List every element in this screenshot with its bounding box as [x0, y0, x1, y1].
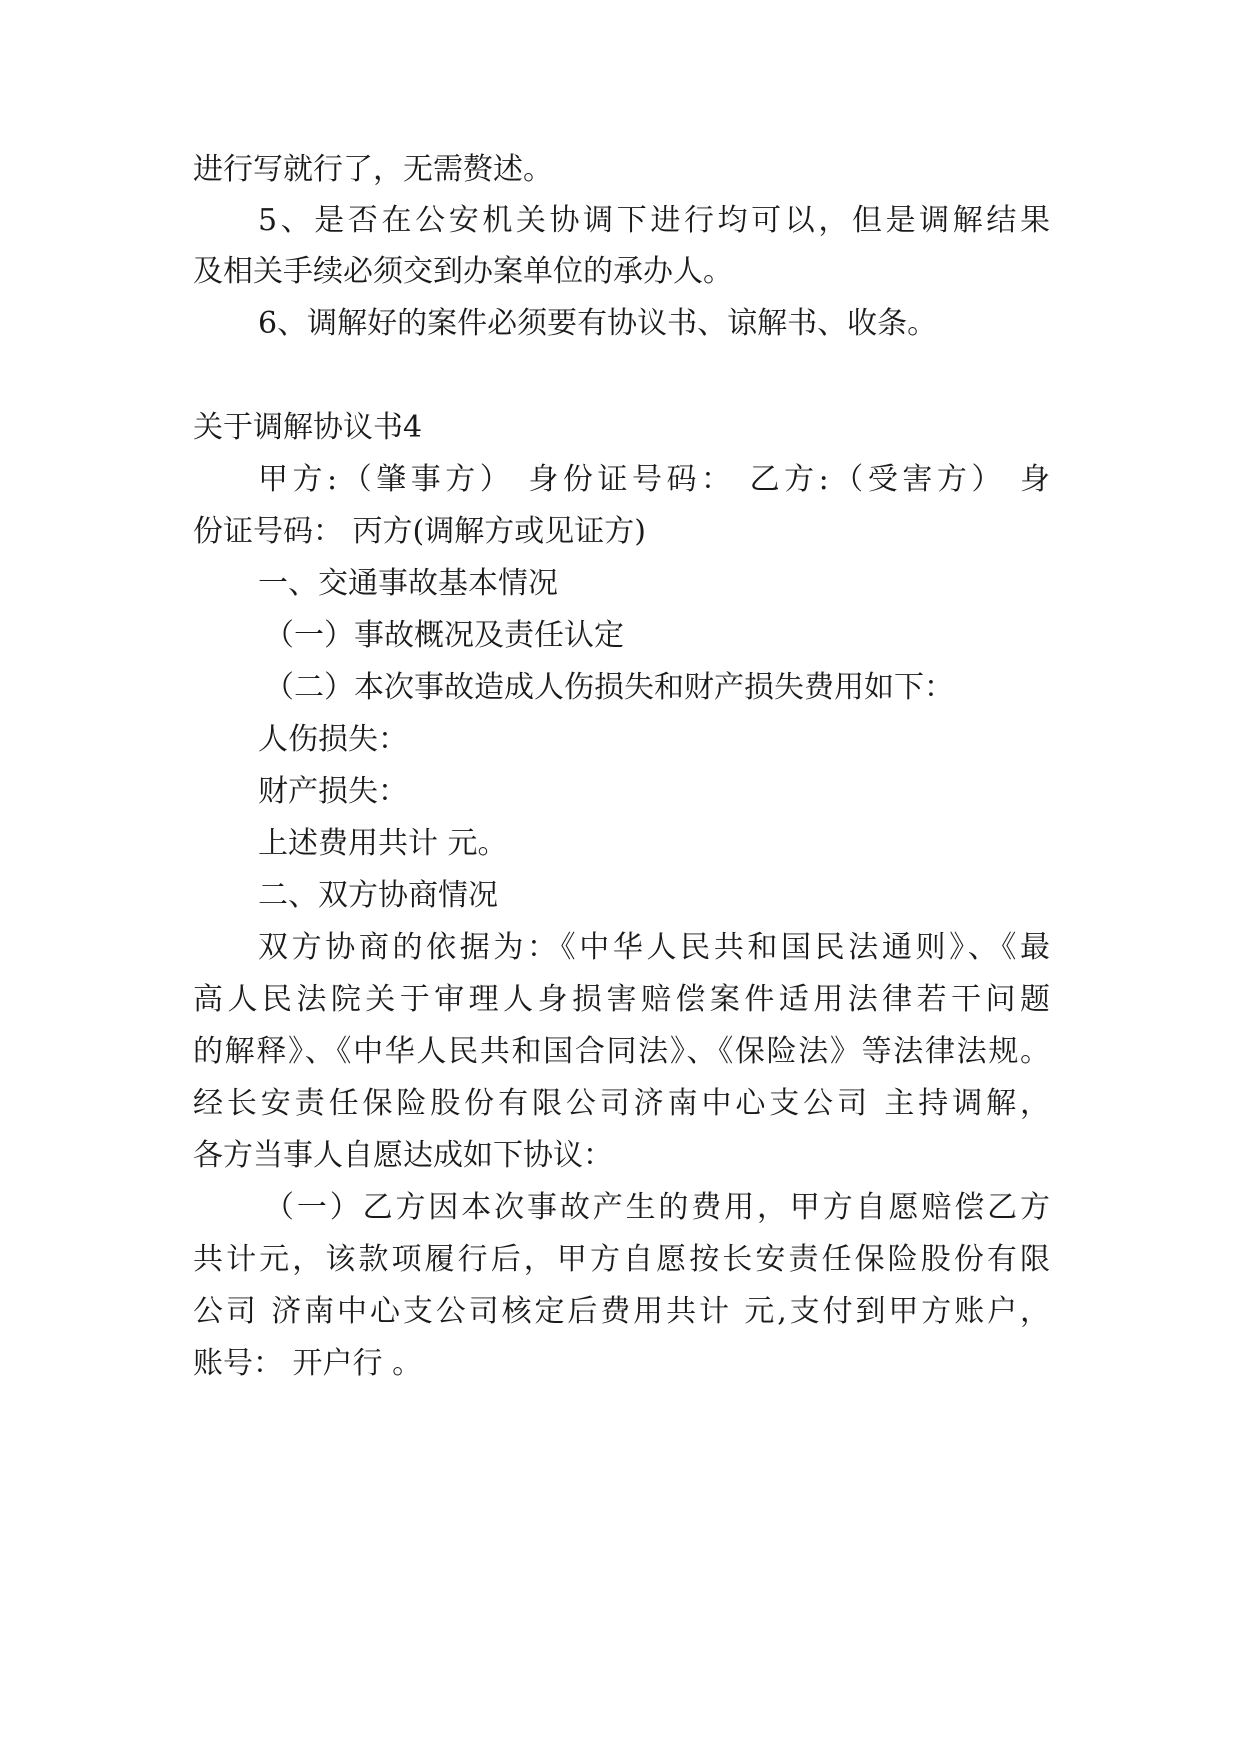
- heading-line: 二、双方协商情况: [258, 878, 498, 913]
- paragraph-line: 双方协商的依据为：《中华人民共和国民法通则》、《最: [258, 930, 1050, 965]
- paragraph-line: 财产损失：: [258, 774, 408, 809]
- paragraph-line: 6、调解好的案件必须要有协议书、谅解书、收条。: [258, 306, 938, 341]
- paragraph-line: 甲方:（肇事方） 身份证号码： 乙方:（受害方） 身: [258, 462, 1050, 497]
- paragraph-line: 及相关手续必须交到办案单位的承办人。: [193, 254, 733, 289]
- section-title: 关于调解协议书4: [193, 410, 423, 445]
- paragraph-line: 公司 济南中心支公司核定后费用共计 元,支付到甲方账户，: [193, 1294, 1050, 1329]
- paragraph-line: 账号： 开户行 。: [193, 1346, 423, 1381]
- paragraph-line: 5、是否在公安机关协调下进行均可以，但是调解结果: [258, 203, 1050, 238]
- paragraph-line: 份证号码： 丙方(调解方或见证方): [193, 514, 646, 549]
- paragraph-line: 经长安责任保险股份有限公司济南中心支公司 主持调解，: [193, 1086, 1050, 1121]
- heading-line: 一、交通事故基本情况: [258, 566, 558, 601]
- paragraph-line: 的解释》、《中华人民共和国合同法》、《保险法》等法律法规。: [193, 1034, 1050, 1069]
- paragraph-line: 进行写就行了，无需赘述。: [193, 152, 553, 187]
- paragraph-line: 各方当事人自愿达成如下协议：: [193, 1138, 613, 1173]
- subheading-line: （一）事故概况及责任认定: [264, 618, 624, 653]
- paragraph-line: 上述费用共计 元。: [258, 826, 508, 861]
- paragraph-line: （一）乙方因本次事故产生的费用，甲方自愿赔偿乙方: [264, 1190, 1050, 1225]
- paragraph-line: 共计元，该款项履行后，甲方自愿按长安责任保险股份有限: [193, 1242, 1050, 1277]
- paragraph-line: 高人民法院关于审理人身损害赔偿案件适用法律若干问题: [193, 982, 1050, 1017]
- paragraph-line: 人伤损失：: [258, 722, 408, 757]
- subheading-line: （二）本次事故造成人伤损失和财产损失费用如下：: [264, 670, 954, 705]
